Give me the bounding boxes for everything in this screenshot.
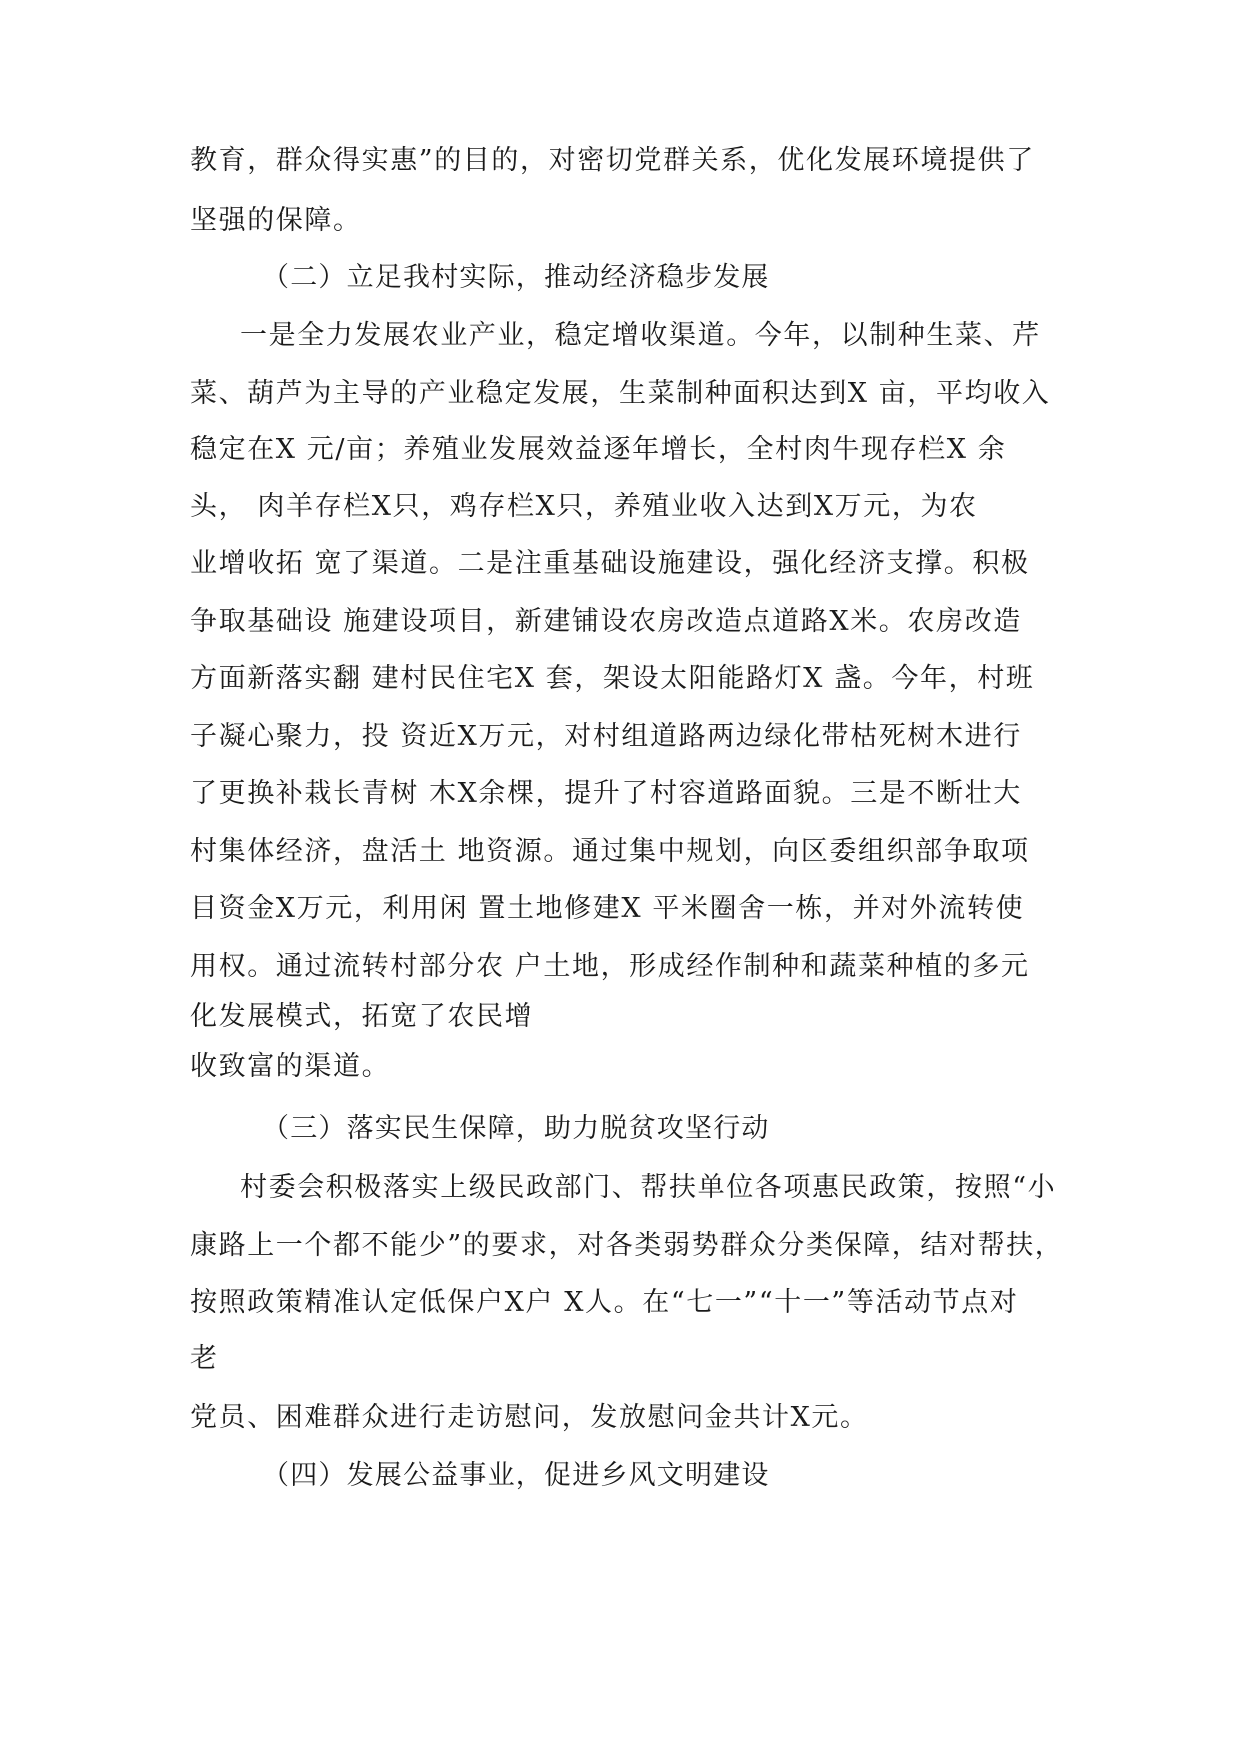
paragraph-line: 业增收拓 宽了渠道。二是注重基础设施建设，强化经济支撑。积极 — [190, 548, 1030, 579]
paragraph-line: 收致富的渠道。 — [190, 1051, 391, 1082]
section-heading: （二）立足我村实际，推动经济稳步发展 — [262, 262, 770, 293]
paragraph-line: 化发展模式，拓宽了农民增 — [190, 1001, 534, 1032]
paragraph-line: 方面新落实翻 建村民住宅X 套，架设太阳能路灯X 盏。今年，村班 — [190, 663, 1035, 694]
section-heading: （三）落实民生保障，助力脱贫攻坚行动 — [262, 1113, 770, 1144]
paragraph-line: 用权。通过流转村部分农 户土地，形成经作制种和蔬菜种植的多元 — [190, 951, 1030, 982]
paragraph-line: 争取基础设 施建设项目，新建铺设农房改造点道路X米。农房改造 — [190, 606, 1022, 637]
paragraph-line: 教育，群众得实惠”的目的，对密切党群关系，优化发展环境提供了 — [190, 145, 1035, 176]
paragraph-line: 村委会积极落实上级民政部门、帮扶单位各项惠民政策，按照“小 — [240, 1172, 1057, 1203]
paragraph-line: 老 — [190, 1343, 219, 1374]
paragraph-line: 坚强的保障。 — [190, 205, 362, 236]
paragraph-line: 一是全力发展农业产业，稳定增收渠道。今年，以制种生菜、芹 — [240, 320, 1041, 351]
paragraph-line: 目资金X万元，利用闲 置土地修建X 平米圈舍一栋，并对外流转使 — [190, 893, 1025, 924]
paragraph-line: 康路上一个都不能少”的要求，对各类弱势群众分类保障，结对帮扶， — [190, 1230, 1064, 1261]
paragraph-line: 子凝心聚力，投 资近X万元，对村组道路两边绿化带枯死树木进行 — [190, 721, 1022, 752]
paragraph-line: 头， 肉羊存栏X只，鸡存栏X只，养殖业收入达到X万元，为农 — [190, 491, 978, 522]
paragraph-line: 村集体经济，盘活土 地资源。通过集中规划，向区委组织部争取项 — [190, 836, 1030, 867]
paragraph-line: 稳定在X 元/亩；养殖业发展效益逐年增长，全村肉牛现存栏X 余 — [190, 434, 1007, 465]
section-heading: （四）发展公益事业，促进乡风文明建设 — [262, 1460, 770, 1491]
paragraph-line: 党员、困难群众进行走访慰问，发放慰问金共计X元。 — [190, 1402, 869, 1433]
paragraph-line: 按照政策精准认定低保户X户 X人。在“七一”“十一”等活动节点对 — [190, 1287, 1019, 1318]
paragraph-line: 了更换补栽长青树 木X余棵，提升了村容道路面貌。三是不断壮大 — [190, 778, 1022, 809]
paragraph-line: 菜、葫芦为主导的产业稳定发展，生菜制种面积达到X 亩，平均收入 — [190, 378, 1051, 409]
